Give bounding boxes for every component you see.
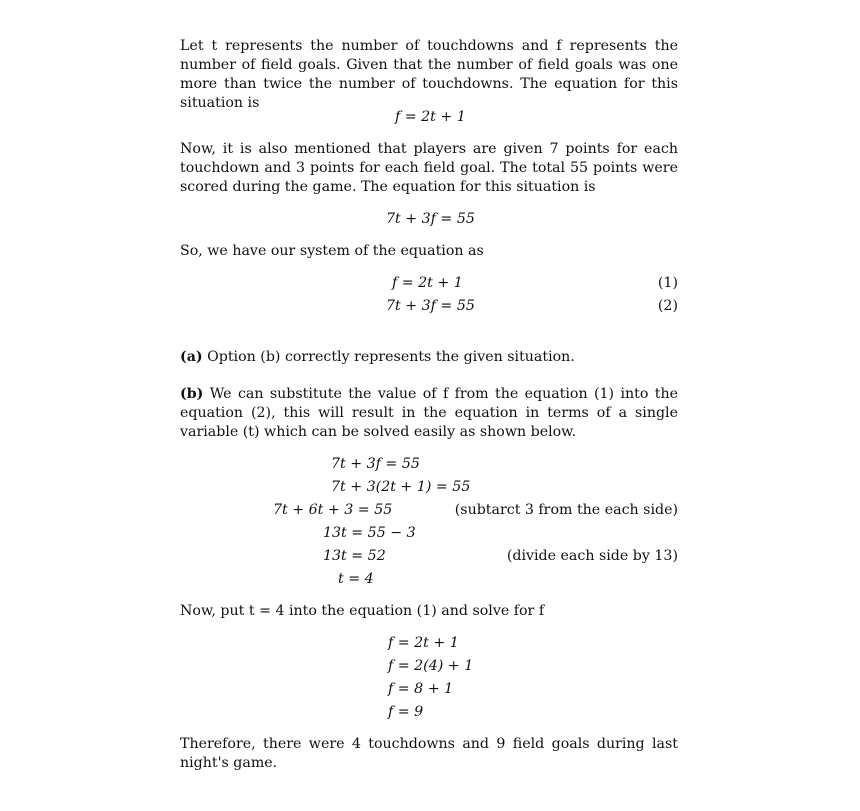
- conclusion-paragraph: Therefore, there were 4 touchdowns and 9 field goals during last night's game.: [180, 736, 678, 771]
- solve-steps: [180, 455, 678, 595]
- solve-step-1: 7t + 3f = 55: [331, 456, 420, 472]
- solve-step-3: 7t + 6t + 3 = 55: [273, 502, 393, 518]
- system-eq-1: f = 2t + 1: [392, 275, 463, 291]
- solve-step-3-note: (subtarct 3 from the each side): [454, 502, 678, 518]
- part-a-label: (a): [180, 349, 203, 365]
- solve-step-5: 13t = 52: [323, 548, 386, 564]
- system-eq-2-number: (2): [657, 298, 678, 314]
- part-a: [180, 348, 575, 367]
- intro-paragraph: Let t represents the number of touchdowns and f represents the number of field goals. Given that the number of field goals was one more than twice the number of touchdowns. The equation for this situation is: [180, 38, 678, 111]
- part-b-text: We can substitute the value of f from the equation (1) into the equation (2), this will result in the equation in terms of a single variable (t) which can be solved easily as shown below.: [180, 386, 678, 440]
- substitute-paragraph: Now, put t = 4 into the equation (1) and solve for f: [180, 603, 545, 619]
- solve-step-6: t = 4: [338, 571, 374, 587]
- equation-points: 7t + 3f = 55: [386, 211, 475, 227]
- f-steps: [180, 634, 678, 726]
- system-intro: So, we have our system of the equation as: [180, 243, 484, 259]
- system-eq-2: 7t + 3f = 55: [386, 298, 475, 314]
- part-a-text: Option (b) correctly represents the given situation.: [207, 349, 575, 365]
- equation-field-goals: f = 2t + 1: [395, 109, 466, 125]
- points-paragraph: Now, it is also mentioned that players are given 7 points for each touchdown and 3 points for each field goal. The total 55 points were scored during the game. The equation for this situation is: [180, 141, 678, 195]
- f-step-3: f = 8 + 1: [388, 681, 454, 697]
- f-step-2: f = 2(4) + 1: [388, 658, 474, 674]
- f-step-1: f = 2t + 1: [388, 635, 459, 651]
- part-b-label: (b): [180, 386, 204, 402]
- f-step-4: f = 9: [388, 704, 424, 720]
- solve-step-5-note: (divide each side by 13): [506, 548, 678, 564]
- part-b: [180, 385, 678, 442]
- solve-step-4: 13t = 55 − 3: [323, 525, 416, 541]
- equation-system: [180, 274, 678, 320]
- system-eq-1-number: (1): [657, 275, 678, 291]
- solve-step-2: 7t + 3(2t + 1) = 55: [331, 479, 471, 495]
